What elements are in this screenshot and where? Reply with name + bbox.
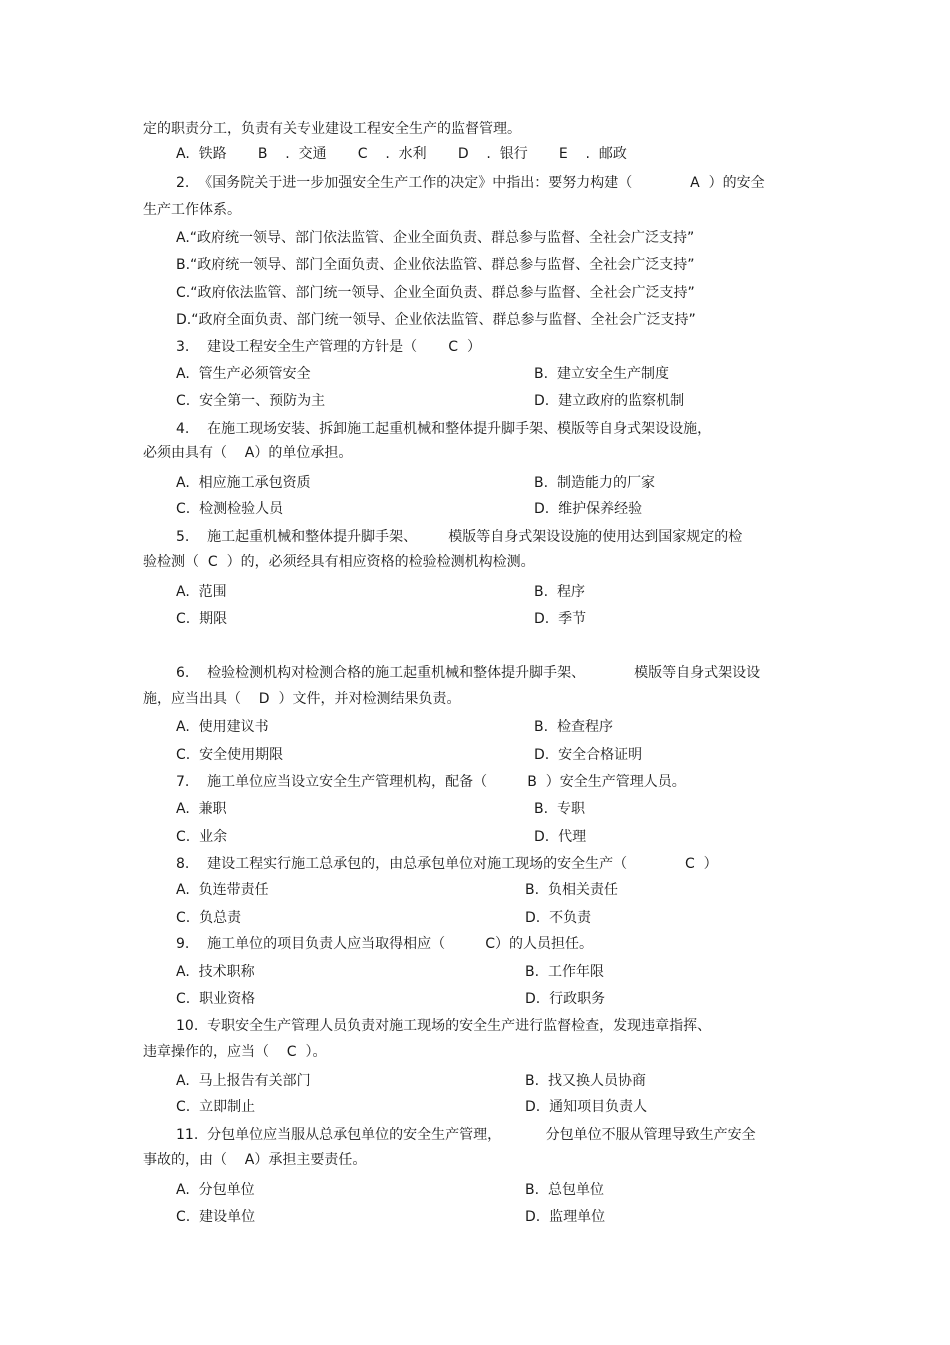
option-b: B.“政府统一领导、部门全面负责、企业依法监管、群总参与监督、全社会广泛支持”	[176, 257, 695, 273]
text-line: 定的职责分工，负责有关专业建设工程安全生产的监督管理。	[143, 121, 521, 137]
option-left: A. 范围	[176, 584, 227, 600]
question-5: 5. 施工起重机械和整体提升脚手架、 模版等自身式架设设施的使用达到国家规定的检	[176, 529, 743, 545]
option-left: C. 建设单位	[176, 1209, 256, 1225]
option-left: A. 相应施工承包资质	[176, 475, 311, 491]
option-left: A. 马上报告有关部门	[176, 1073, 311, 1089]
option-left: A. 兼职	[176, 801, 227, 817]
option-right: B. 制造能力的厂家	[534, 475, 655, 491]
option-d: D.“政府全面负责、部门统一领导、企业依法监管、群总参与监督、全社会广泛支持”	[176, 312, 696, 328]
option-a: A.“政府统一领导、部门依法监管、企业全面负责、群总参与监督、全社会广泛支持”	[176, 230, 695, 246]
option-right: D. 安全合格证明	[534, 747, 643, 763]
text-line: 验检测（ C ）的，必须经具有相应资格的检验检测机构检测。	[143, 554, 535, 570]
option-right: B. 工作年限	[525, 964, 604, 980]
option-left: C. 期限	[176, 611, 228, 627]
option-right: B. 专职	[534, 801, 585, 817]
option-right: B. 检查程序	[534, 719, 613, 735]
option-row: A. 铁路 B . 交通 C . 水利 D . 银行 E . 邮政	[176, 146, 627, 162]
option-left: C. 立即制止	[176, 1099, 256, 1115]
text-line: 生产工作体系。	[143, 202, 241, 218]
option-right: D. 不负责	[525, 910, 592, 926]
option-right: D. 通知项目负责人	[525, 1099, 648, 1115]
option-left: C. 安全使用期限	[176, 747, 284, 763]
option-left: A. 负连带责任	[176, 882, 269, 898]
question-11: 11. 分包单位应当服从总承包单位的安全生产管理， 分包单位不服从管理导致生产安全	[176, 1127, 756, 1143]
option-left: A. 技术职称	[176, 964, 255, 980]
question-2: 2. 《国务院关于进一步加强安全生产工作的决定》中指出：要努力构建（ A ）的安全	[176, 175, 765, 191]
text-line: 施，应当出具（ D ）文件，并对检测结果负责。	[143, 691, 461, 707]
question-3: 3. 建设工程安全生产管理的方针是（ C ）	[176, 339, 481, 355]
question-9: 9. 施工单位的项目负责人应当取得相应（ C）的人员担任。	[176, 936, 593, 952]
option-left: C. 检测检验人员	[176, 501, 284, 517]
option-left: A. 使用建议书	[176, 719, 269, 735]
question-7: 7. 施工单位应当设立安全生产管理机构，配备（ B ）安全生产管理人员。	[176, 774, 686, 790]
option-right: D. 维护保养经验	[534, 501, 643, 517]
option-left: A. 管生产必须管安全	[176, 366, 311, 382]
option-right: D. 行政职务	[525, 991, 606, 1007]
option-right: B. 建立安全生产制度	[534, 366, 669, 382]
option-left: C. 负总责	[176, 910, 242, 926]
option-right: B. 总包单位	[525, 1182, 604, 1198]
text-line: 必须由具有（ A）的单位承担。	[143, 445, 353, 461]
option-left: C. 职业资格	[176, 991, 256, 1007]
option-c: C.“政府依法监管、部门统一领导、企业全面负责、群总参与监督、全社会广泛支持”	[176, 285, 695, 301]
option-left: C. 业余	[176, 829, 228, 845]
option-right: D. 监理单位	[525, 1209, 606, 1225]
option-right: B. 找又换人员协商	[525, 1073, 646, 1089]
question-6: 6. 检验检测机构对检测合格的施工起重机械和整体提升脚手架、 模版等自身式架设设	[176, 665, 761, 681]
option-right: D. 季节	[534, 611, 587, 627]
option-right: D. 建立政府的监察机制	[534, 393, 685, 409]
option-left: C. 安全第一、预防为主	[176, 393, 326, 409]
option-right: B. 程序	[534, 584, 585, 600]
question-4: 4. 在施工现场安装、拆卸施工起重机械和整体提升脚手架、模版等自身式架设设施，	[176, 421, 712, 437]
question-8: 8. 建设工程实行施工总承包的，由总承包单位对施工现场的安全生产（ C ）	[176, 856, 718, 872]
question-10: 10. 专职安全生产管理人员负责对施工现场的安全生产进行监督检查，发现违章指挥、	[176, 1018, 712, 1034]
text-line: 违章操作的，应当（ C ）。	[143, 1044, 327, 1060]
option-right: B. 负相关责任	[525, 882, 618, 898]
option-right: D. 代理	[534, 829, 587, 845]
option-left: A. 分包单位	[176, 1182, 255, 1198]
text-line: 事故的，由（ A）承担主要责任。	[143, 1152, 367, 1168]
